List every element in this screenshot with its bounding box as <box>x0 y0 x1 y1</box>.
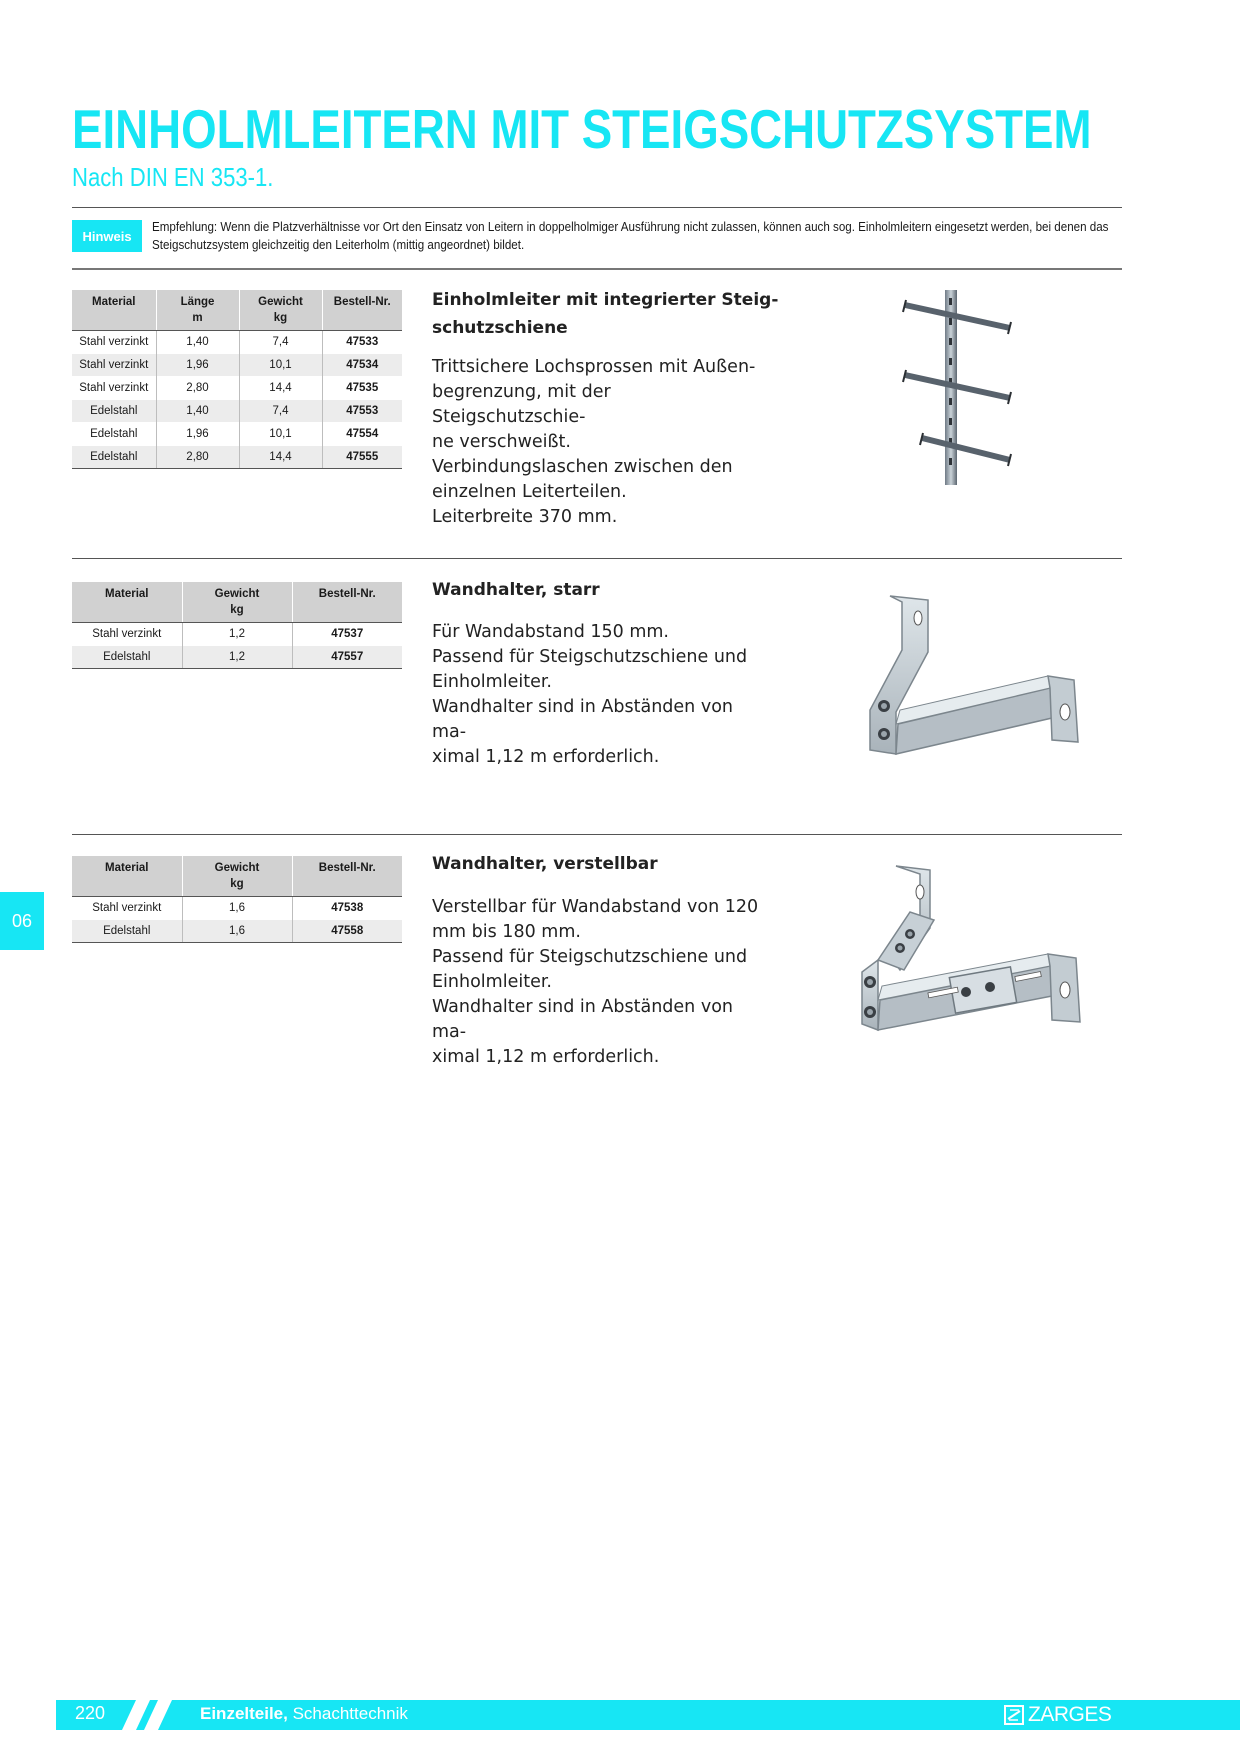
divider <box>72 207 1122 208</box>
divider <box>72 834 1122 835</box>
cell-material: Edelstahl <box>72 445 156 468</box>
cell-material: Edelstahl <box>72 399 156 422</box>
product-description: Verstellbar für Wandabstand von 120 mm bis 180 mm. Passend für Steigschutzschiene und Einholmleiter. Wandhalter sind in Abständen von ma- ximal 1,12 m erforderlich. <box>432 897 759 1067</box>
cell-material: Stahl verzinkt <box>72 330 156 353</box>
page-subtitle: Nach DIN EN 353-1. <box>72 162 274 192</box>
page-footer <box>0 1700 1240 1730</box>
note-text: Empfehlung: Wenn die Platzverhältnisse vor Ort den Einsatz von Leitern in doppelholmiger Ausführung nicht zulassen, können auch sog. Einholmleitern eingesetzt werden, bei denen das Steigschutzsystem gleichzeitig den Leiterholm (mittig angeordnet) bildet. <box>152 219 1109 252</box>
table-row <box>72 399 402 422</box>
cell-material: Stahl verzinkt <box>72 376 156 399</box>
footer-slash-decoration <box>122 1700 182 1730</box>
product-heading: Einholmleiter mit integrierter Steig- schutzschiene <box>432 290 779 338</box>
zarges-logo: ZARGES <box>1004 1703 1111 1727</box>
cell-length: 2,80 <box>156 445 239 468</box>
cell-weight: 1,2 <box>182 622 292 645</box>
cell-order-no: 47555 <box>322 445 402 468</box>
table-header: Gewicht kg <box>182 856 292 896</box>
cell-weight: 7,4 <box>239 330 322 353</box>
page-title: EINHOLMLEITERN MIT STEIGSCHUTZSYSTEM <box>72 98 1092 160</box>
cell-weight: 1,6 <box>182 919 292 942</box>
table-row <box>72 353 402 376</box>
table-header: Bestell-Nr. <box>292 582 402 622</box>
cell-length: 2,80 <box>156 376 239 399</box>
cell-weight: 7,4 <box>239 399 322 422</box>
cell-material: Stahl verzinkt <box>72 896 182 919</box>
cell-order-no: 47538 <box>292 896 402 919</box>
table-header: Gewicht kg <box>182 582 292 622</box>
cell-length: 1,96 <box>156 353 239 376</box>
table-row <box>72 376 402 399</box>
cell-material: Stahl verzinkt <box>72 622 182 645</box>
cell-material: Edelstahl <box>72 645 182 668</box>
table-header: Material <box>72 290 156 330</box>
table-row <box>72 445 402 468</box>
cell-order-no: 47554 <box>322 422 402 445</box>
cell-weight: 10,1 <box>239 422 322 445</box>
table-row <box>72 422 402 445</box>
cell-length: 1,40 <box>156 330 239 353</box>
table-header: Länge m <box>156 290 239 330</box>
page-number: 220 <box>75 1703 106 1723</box>
table-header: Material <box>72 856 182 896</box>
product-description: Für Wandabstand 150 mm. Passend für Steigschutzschiene und Einholmleiter. Wandhalter sind in Abständen von ma- ximal 1,12 m erforderlich. <box>432 622 748 767</box>
table-row <box>72 896 402 919</box>
spec-table-bracket-rigid <box>72 582 402 669</box>
footer-section-label: Einzelteile, Schachttechnik <box>200 1704 408 1723</box>
spec-table-bracket-adjustable <box>72 856 402 943</box>
chapter-tab: 06 <box>0 892 44 950</box>
product-description: Trittsichere Lochsprossen mit Außen- begrenzung, mit der Steigschutzschie- ne verschweißt. Verbindungslaschen zwischen den einzelnen Leiterteilen. Leiterbreite 370 mm. <box>432 357 756 527</box>
cell-weight: 14,4 <box>239 445 322 468</box>
table-header: Gewicht kg <box>239 290 322 330</box>
cell-weight: 14,4 <box>239 376 322 399</box>
product-heading: Wandhalter, verstellbar <box>432 854 658 874</box>
product-heading: Wandhalter, starr <box>432 580 600 600</box>
cell-order-no: 47533 <box>322 330 402 353</box>
single-rail-ladder-image <box>900 290 1030 485</box>
rigid-wall-bracket-image <box>860 592 1090 772</box>
table-row <box>72 919 402 942</box>
adjustable-wall-bracket-image <box>850 862 1090 1042</box>
divider <box>72 558 1122 559</box>
cell-order-no: 47534 <box>322 353 402 376</box>
cell-material: Edelstahl <box>72 919 182 942</box>
spec-table-ladder <box>72 290 402 469</box>
table-row <box>72 622 402 645</box>
cell-order-no: 47553 <box>322 399 402 422</box>
cell-material: Stahl verzinkt <box>72 353 156 376</box>
cell-order-no: 47535 <box>322 376 402 399</box>
cell-length: 1,40 <box>156 399 239 422</box>
zarges-logo-icon <box>1004 1705 1024 1725</box>
cell-material: Edelstahl <box>72 422 156 445</box>
cell-weight: 1,2 <box>182 645 292 668</box>
table-header: Bestell-Nr. <box>292 856 402 896</box>
cell-weight: 10,1 <box>239 353 322 376</box>
note-badge: Hinweis <box>72 220 142 252</box>
table-header: Material <box>72 582 182 622</box>
table-row <box>72 330 402 353</box>
cell-order-no: 47558 <box>292 919 402 942</box>
cell-order-no: 47557 <box>292 645 402 668</box>
cell-length: 1,96 <box>156 422 239 445</box>
divider <box>72 268 1122 270</box>
cell-weight: 1,6 <box>182 896 292 919</box>
table-header: Bestell-Nr. <box>322 290 402 330</box>
cell-order-no: 47537 <box>292 622 402 645</box>
table-row <box>72 645 402 668</box>
